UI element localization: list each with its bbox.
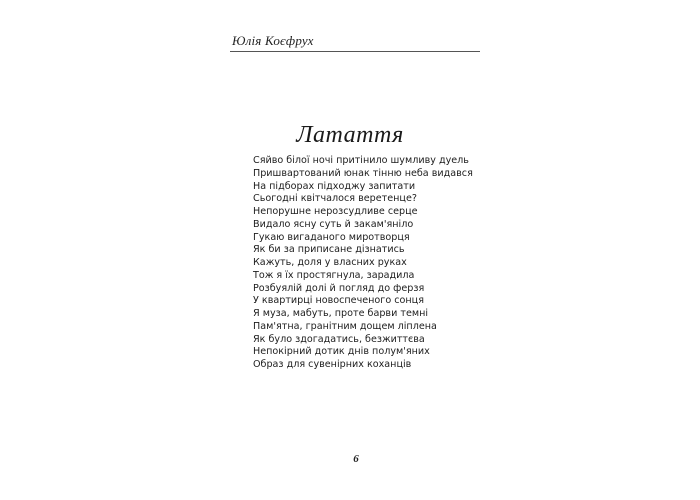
poem-line: Пам'ятна, гранітним дощем ліплена: [253, 320, 437, 332]
poem-line: Розбуялій долі й погляд до ферзя: [253, 282, 425, 294]
poem-line: Видало ясну суть й закам'яніло: [253, 218, 414, 230]
poem-line: Сьогодні квітчалося веретенце?: [253, 193, 417, 205]
poem-body: [253, 155, 473, 372]
poem-line: Кажуть, доля у власних руках: [253, 257, 407, 268]
poem-line: Як було здогадатись, безжиттєва: [253, 333, 425, 345]
poem-line: Як би за приписане дізнатись: [253, 244, 405, 256]
page-number: 6: [353, 453, 359, 465]
running-head-author: Юлія Коєфрух: [232, 33, 314, 48]
poem-line: Образ для сувенірних коханців: [253, 359, 412, 370]
poem-line: Я муза, мабуть, проте барви темні: [253, 308, 429, 319]
poem-line: Непорушне нерозсудливе серце: [253, 206, 418, 217]
poem-title: Латаття: [296, 122, 404, 148]
poem-line: Сяйво білої ночі притінило шумливу дуель: [253, 155, 469, 166]
poem-line: Пришвартований юнак тінню неба видався: [253, 167, 473, 179]
poem-line: Непокірний дотик днів полум'яних: [253, 346, 430, 358]
poem-line: Тож я їх простягнула, зарадила: [253, 269, 415, 281]
poem-line: У квартирці новоспеченого сонця: [253, 295, 424, 307]
poem-line: На підборах підходжу запитати: [253, 180, 416, 192]
header-rule: [230, 51, 480, 52]
poem-line: Гукаю вигаданого миротворця: [253, 231, 410, 243]
